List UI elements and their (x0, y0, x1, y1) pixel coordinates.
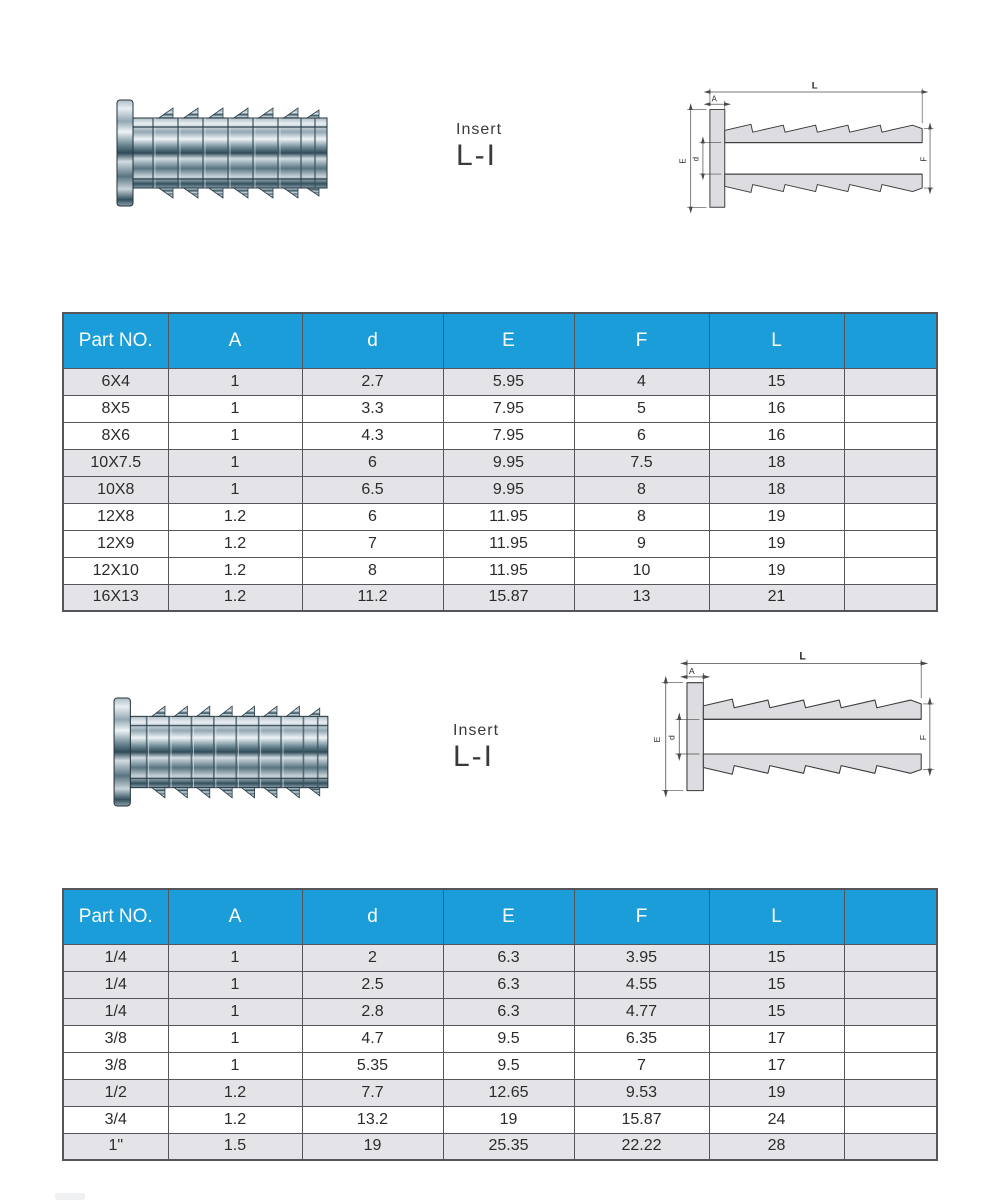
table-cell: 3/8 (63, 1052, 168, 1079)
technical-drawing-1 (672, 78, 940, 223)
table-cell: 8X5 (63, 395, 168, 422)
table-cell (844, 584, 937, 611)
table-cell: 19 (709, 1079, 844, 1106)
table-cell: 13.2 (302, 1106, 443, 1133)
table-cell: 6 (574, 422, 709, 449)
table-cell: 4.7 (302, 1025, 443, 1052)
table-row (63, 1052, 937, 1079)
dim-label-d: d (666, 735, 677, 741)
cropped-next-image (55, 1193, 85, 1200)
table-row (63, 944, 937, 971)
column-header: A (168, 313, 302, 368)
column-header: L (709, 313, 844, 368)
table-cell: 9.5 (443, 1025, 574, 1052)
table-cell: 12X10 (63, 557, 168, 584)
table-cell: 3/4 (63, 1106, 168, 1133)
table-cell (844, 368, 937, 395)
table-cell: 6.35 (574, 1025, 709, 1052)
table-cell: 12X9 (63, 530, 168, 557)
table-cell: 1 (168, 1025, 302, 1052)
table-cell: 15 (709, 368, 844, 395)
table-cell: 1/2 (63, 1079, 168, 1106)
table-cell: 1.2 (168, 584, 302, 611)
table-row (63, 584, 937, 611)
column-header: L (709, 889, 844, 944)
threaded-insert-image (115, 98, 333, 208)
table-cell: 1.2 (168, 503, 302, 530)
table-row (63, 395, 937, 422)
table-cell: 4.77 (574, 998, 709, 1025)
table-cell: 1.5 (168, 1133, 302, 1160)
spec-table-2-wrap (62, 888, 938, 1161)
column-header: Part NO. (63, 889, 168, 944)
column-header: F (574, 313, 709, 368)
table-row (63, 557, 937, 584)
table-cell: 12.65 (443, 1079, 574, 1106)
table-cell: 11.95 (443, 530, 574, 557)
dim-label-E: E (678, 158, 688, 164)
table-cell: 19 (302, 1133, 443, 1160)
table-cell: 1.2 (168, 557, 302, 584)
table-cell (844, 1079, 937, 1106)
dim-label-F: F (918, 734, 929, 741)
table-cell: 9.95 (443, 449, 574, 476)
table-cell: 9.95 (443, 476, 574, 503)
table-row (63, 1133, 937, 1160)
table-cell: 11.95 (443, 503, 574, 530)
table-cell: 1/4 (63, 971, 168, 998)
column-header: A (168, 889, 302, 944)
product-type-label: Insert (456, 121, 503, 138)
table-cell: 10X7.5 (63, 449, 168, 476)
table-cell: 1/4 (63, 944, 168, 971)
dim-label-d: d (691, 157, 701, 162)
spec-table-metric (62, 312, 938, 612)
column-header: E (443, 313, 574, 368)
table-cell: 21 (709, 584, 844, 611)
table-cell: 2.7 (302, 368, 443, 395)
table-cell: 16 (709, 395, 844, 422)
table-cell: 16X13 (63, 584, 168, 611)
table-cell: 8 (574, 503, 709, 530)
spec-table-imperial (62, 888, 938, 1161)
product-photo-insert-2 (112, 696, 334, 808)
table-cell: 8 (574, 476, 709, 503)
table-cell: 16 (709, 422, 844, 449)
table-cell: 1.2 (168, 530, 302, 557)
table-cell: 4 (574, 368, 709, 395)
table-row (63, 1106, 937, 1133)
table-row (63, 476, 937, 503)
table-cell (844, 1133, 937, 1160)
column-header: F (574, 889, 709, 944)
column-header (844, 313, 937, 368)
dimension-drawing (672, 78, 940, 223)
dim-label-E: E (651, 736, 662, 743)
table-cell: 15 (709, 971, 844, 998)
table-cell: 5 (574, 395, 709, 422)
table-cell (844, 1052, 937, 1079)
table-cell: 1 (168, 368, 302, 395)
table-cell: 1 (168, 395, 302, 422)
table-cell: 6 (302, 503, 443, 530)
table-cell: 6.3 (443, 971, 574, 998)
table-cell: 4.55 (574, 971, 709, 998)
table-cell: 5.95 (443, 368, 574, 395)
table-row (63, 1025, 937, 1052)
table-cell: 10 (574, 557, 709, 584)
product-type-label: Insert (453, 722, 500, 739)
table-cell: 1/4 (63, 998, 168, 1025)
dim-label-L: L (799, 650, 806, 663)
table-cell (844, 1025, 937, 1052)
column-header: E (443, 889, 574, 944)
product-model-label: L-I (456, 139, 498, 172)
table-row (63, 449, 937, 476)
table-cell: 19 (709, 503, 844, 530)
table-cell: 7.5 (574, 449, 709, 476)
table-cell: 9.5 (443, 1052, 574, 1079)
spec-table-1-wrap (62, 312, 938, 612)
table-cell: 5.35 (302, 1052, 443, 1079)
table-cell: 17 (709, 1052, 844, 1079)
table-cell: 18 (709, 476, 844, 503)
table-row (63, 530, 937, 557)
table-cell: 10X8 (63, 476, 168, 503)
table-cell: 6.3 (443, 998, 574, 1025)
table-cell: 1 (168, 449, 302, 476)
table-cell: 2.5 (302, 971, 443, 998)
table-cell: 9.53 (574, 1079, 709, 1106)
table-cell: 19 (443, 1106, 574, 1133)
table-cell: 6X4 (63, 368, 168, 395)
table-cell: 2.8 (302, 998, 443, 1025)
table-cell: 1 (168, 998, 302, 1025)
table-cell: 7.95 (443, 395, 574, 422)
table-cell: 1" (63, 1133, 168, 1160)
table-cell: 24 (709, 1106, 844, 1133)
table-cell: 15 (709, 998, 844, 1025)
table-cell (844, 1106, 937, 1133)
table-cell: 1 (168, 476, 302, 503)
table-cell: 7.95 (443, 422, 574, 449)
dim-label-A: A (688, 666, 695, 677)
table-cell (844, 530, 937, 557)
dim-label-A: A (711, 94, 717, 104)
table-cell: 12X8 (63, 503, 168, 530)
column-header: d (302, 889, 443, 944)
table-cell: 25.35 (443, 1133, 574, 1160)
table-cell: 6.5 (302, 476, 443, 503)
product-model-label: L-I (453, 740, 495, 773)
dimension-drawing (648, 648, 938, 808)
table-row (63, 503, 937, 530)
table-cell: 17 (709, 1025, 844, 1052)
table-cell: 1 (168, 944, 302, 971)
product-title-1 (456, 121, 502, 173)
table-cell: 7 (302, 530, 443, 557)
table-row (63, 971, 937, 998)
table-cell (844, 449, 937, 476)
table-cell: 1 (168, 971, 302, 998)
table-cell (844, 503, 937, 530)
product-title-2 (453, 722, 499, 774)
table-cell: 15 (709, 944, 844, 971)
table-cell: 8X6 (63, 422, 168, 449)
table-cell: 13 (574, 584, 709, 611)
table-cell (844, 557, 937, 584)
dim-label-F: F (919, 156, 929, 162)
table-cell: 11.2 (302, 584, 443, 611)
table-cell: 18 (709, 449, 844, 476)
product-photo-insert-1 (115, 98, 333, 208)
table-cell: 3/8 (63, 1025, 168, 1052)
table-cell: 15.87 (443, 584, 574, 611)
table-cell: 15.87 (574, 1106, 709, 1133)
table-cell: 19 (709, 557, 844, 584)
table-cell (844, 395, 937, 422)
table-cell: 1 (168, 1052, 302, 1079)
table-row (63, 368, 937, 395)
column-header: d (302, 313, 443, 368)
table-cell: 28 (709, 1133, 844, 1160)
table-cell: 8 (302, 557, 443, 584)
table-cell (844, 476, 937, 503)
table-cell: 1.2 (168, 1079, 302, 1106)
table-row (63, 998, 937, 1025)
threaded-insert-image (112, 696, 334, 808)
table-cell: 7 (574, 1052, 709, 1079)
table-row (63, 422, 937, 449)
table-row (63, 1079, 937, 1106)
table-cell: 3.95 (574, 944, 709, 971)
table-cell: 2 (302, 944, 443, 971)
technical-drawing-2 (648, 648, 938, 808)
table-cell: 22.22 (574, 1133, 709, 1160)
table-cell: 7.7 (302, 1079, 443, 1106)
column-header (844, 889, 937, 944)
column-header: Part NO. (63, 313, 168, 368)
table-cell (844, 971, 937, 998)
table-cell: 1 (168, 422, 302, 449)
dim-label-L: L (811, 80, 818, 92)
table-cell (844, 422, 937, 449)
table-cell: 19 (709, 530, 844, 557)
table-cell (844, 944, 937, 971)
table-cell: 4.3 (302, 422, 443, 449)
table-cell: 9 (574, 530, 709, 557)
table-cell: 3.3 (302, 395, 443, 422)
table-cell: 1.2 (168, 1106, 302, 1133)
table-cell (844, 998, 937, 1025)
table-cell: 11.95 (443, 557, 574, 584)
table-cell: 6 (302, 449, 443, 476)
table-cell: 6.3 (443, 944, 574, 971)
